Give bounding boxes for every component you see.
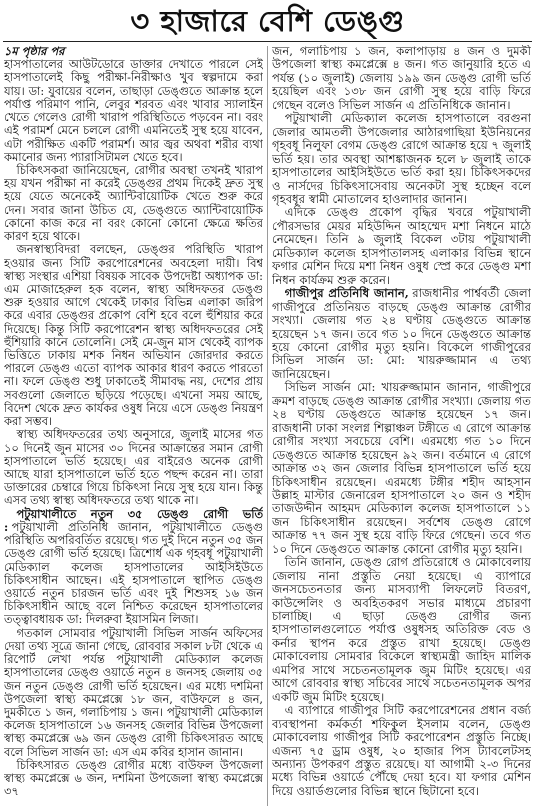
paragraph: জন, গলাচিপায় ১ জন, কলাপাড়ায় ৪ জন ও দুমকী উপজেলা স্বাস্থ্য কমপ্লেক্সে ৪ জন। গত জানুয়ারি হতে এ পর্যন্ত (১০ জুলাই) জেলায় ১৯৯ জন ডেঙ্গু রোগী ভর্তি হয়েছিল এবং ১৩৮ জন রোগী সুস্থ হয়ে বাড়ি ফিরে গেছেন বলেও সিভিল সার্জন এ প্রতিনিধিকে জানান। bbox=[272, 45, 531, 112]
paragraph bbox=[4, 508, 263, 627]
paragraph: স্বাস্থ্য অধিদফতরের তথ্য অনুসারে, জুলাই মাসের গত ১০ দিনেই জুন মাসের ৩০ দিনের আক্রান্তের সমান রোগী হাসপাতালে ভর্তি হয়েছে। এর বাইরেও অনেক রোগী আছে যারা হাসপাতালে ভর্তি হতে পছন্দ করেন না। তারা ডাক্তারের চেম্বারে গিয়ে চিকিৎসা নিয়ে সুস্থ হয়ে যান। কিন্তু এসব তথ্য স্বাস্থ্য অধিদফতরে তথ্য থাকে না। bbox=[4, 427, 263, 508]
paragraph: গতকাল সোমবার পটুয়াখালী সিভিল সার্জন অফিসের দেয়া তথ্য সূত্রে জানা গেছে, রোববার সকাল ৮টা থেকে এ রিপোর্ট লেখা পর্যন্ত পটুয়াখালী মেডিক্যাল কলেজ হাসপাতালের ডেঙ্গু ওয়ার্ডে নতুন ৪ জনসহ জেলায় ৩৫ জন নতুন ডেঙ্গু রোগী ভর্তি হয়েছেন। এর মধ্যে দশমিনা উপজেলা স্বাস্থ্য কমপ্লেক্সে ১৮ জন, বাউফলে ৪ জন, দুমকীতে ১ জন, গলাচিপায় ১ জন। পটুয়াখালী মেডিক্যাল কলেজ হাসপাতালে ১৬ জনসহ জেলার বিভিন্ন উপজেলা স্বাস্থ্য কমপ্লেক্সে ৬৯ জন ডেঙ্গু রোগী চিকিৎসারত আছে বলে সিভিল সার্জন ডা: এস এম কবির হাসান জানান। bbox=[4, 625, 263, 759]
paragraph: চিকিৎসকরা জানিয়েছেন, রোগীর অবস্থা তখনই খারাপ হয় যখন পরীক্ষা না করেই ডেঙ্গুর প্রথম দিকেই দ্রুত সুস্থ হয়ে যেতে অনেকেই অ্যান্টিবায়োটিক খেতে শুরু করে দেন। সবার জানা উচিত যে, ডেঙ্গুতে অ্যান্টিবায়োটিক কোনো কাজ করে না বরং কোনো কোনো ক্ষেত্রে ক্ষতির কারণ হয়ে থাকে। bbox=[4, 162, 263, 244]
paragraph: এ ব্যাপারে গাজীপুর সিটি করপোরেশনের প্রধান বর্জ্য ব্যবস্থাপনা কর্মকর্তা শফিকুল ইসলাম বলেন, ডেঙ্গু মোকাবেলায় গাজীপুর সিটি করপোরেশন প্রস্তুতি নিচ্ছে। এজন্য ৭৫ ড্রাম ওষুধ, ২০ হাজার পিস ট্যাবলেটসহ অন্যান্য উপকরণ প্রস্তুত রয়েছে। যা আগামী ২-৩ দিনের মধ্যে বিভিন্ন ওয়ার্ডে পৌঁছে দেয়া হবে। যা ফগার মেশিন দিয়ে ওয়ার্ডগুলোর বিভিন্ন স্থানে ছিটানো হবে। bbox=[272, 703, 531, 798]
paragraph: সিভিল সার্জন মো: খায়রুজ্জামান জানান, গাজীপুরে ক্রমশ বাড়ছে ডেঙ্গু আক্রান্ত রোগীর সংখ্যা। জেলায় গত ২৪ ঘণ্টায় ডেঙ্গুতে আক্রান্ত হয়েছেন ১৭ জন। রাজধানী ঢাকা সংলগ্ন শিল্পাঞ্চল টঙ্গীতে এ রোগে আক্রান্ত রোগীর সংখ্যা সবচেয়ে বেশি। এরমধ্যে গত ১০ দিনে ডেঙ্গুতে আক্রান্ত হয়েছেন ৯২ জন। বর্তমানে এ রোগে আক্রান্ত ৩২ জন জেলার বিভিন্ন হাসপাতালে ভর্তি হয়ে চিকিৎসাধীন রয়েছেন। এরমধ্যে টঙ্গীর শহীদ আহসান উল্লাহ মাস্টার জেনারেল হাসপাতালে ২০ জন ও শহীদ তাজউদ্দীন আহমদ মেডিক্যাল কলেজ হাসপাতালে ১১ জন চিকিৎসাধীন রয়েছেন। সর্বশেষ ডেঙ্গু রোগে আক্রান্ত ৭৭ জন সুস্থ হয়ে বাড়ি ফিরে গেছেন। তবে গত ১০ দিনে ডেঙ্গুতে আক্রান্ত কোনো রোগীর মৃত্যু হয়নি। bbox=[272, 380, 531, 556]
section-subhead: গাজীপুর প্রতিনিধি জানান, bbox=[284, 286, 409, 301]
right-column bbox=[272, 45, 531, 807]
paragraph: চিকিৎসারত ডেঙ্গু রোগীর মধ্যে বাউফল উপজেলা স্বাস্থ্য কমপ্লেক্সে ৬ জন, দশমিনা উপজেলা স্বাস্থ্য কমপ্লেক্সে ৩৭ bbox=[4, 757, 263, 799]
paragraph-text: পটুয়াখালী প্রতিনিধি জানান, পটুয়াখালীতে ডেঙ্গু পরিস্থিতি অপরিবর্তিত রয়েছে। গত দুই দিনে নতুন ৩৫ জন ডেঙ্গু রোগী ভর্তি হয়েছে। ত্রিশোর্ধ এক গৃহবধূ পটুয়াখালী মেডিক্যাল কলেজ হাসপাতালের আইসিইউতে চিকিৎসাধীন আছেন। এই হাসপাতালে স্থাপিত ডেঙ্গু ওয়ার্ডে নতুন চারজন ভর্তি এবং দুই শিশুসহ ১৬ জন চিকিৎসাধীন আছে বলে নিশ্চিত করেছেন হাসপাতালের তত্ত্বাবধায়ক ডা: দিলরুবা ইয়াসমিন লিজা। bbox=[4, 519, 263, 627]
left-column bbox=[4, 45, 263, 807]
paragraph: হাসপাতালের আউটডোরে ডাক্তার দেখাতে পারলে সেই হাসপাতালেই কিছু পরীক্ষা-নিরীক্ষাও খুব স্বল্পদামে করা যায়। ডা: যুবায়ের বলেন, তাছাড়া ডেঙ্গুতে আক্রান্ত হলে পর্যাপ্ত পরিমাণ পানি, লেবুর শরবত এবং খাবার স্যালাইন খেতে গেলেও রোগী খারাপ পরিস্থিতিতে পড়বেন না। বরং এই পরামর্শ মেনে চললে রোগী এমনিতেই সুস্থ হয়ে যাবেন, এটা পরীক্ষিত একটি পরামর্শ। আর জ্বর অথবা শরীর ব্যথা কমানোর জন্য প্যারাসিটামল খেতে হবে। bbox=[4, 57, 263, 164]
section-subhead: পটুয়াখালীতে নতুন ৩৫ ডেঙ্গু রোগী ভর্তি : bbox=[4, 506, 263, 534]
paragraph: পটুয়াখালী মেডিক্যাল কলেজ হাসপাতালে বরগুনা জেলার আমতলী উপজেলার আঠারগাছিয়া ইউনিয়নের গৃহবধূ নিলুফা বেগম ডেঙ্গু রোগে আক্রান্ত হয়ে ৭ জুলাই ভর্তি হয়। তার অবস্থা আশঙ্কাজনক হলে ৮ জুলাই তাকে হাসপাতালের আইসিইউতে ভর্তি করা হয়। চিকিৎসকদের ও নার্সদের চিকিৎসাসেবায় অনেকটা সুস্থ হচ্ছেন বলে গৃহবধূর স্বামী মোতালেব হাওলাদার জানান। bbox=[272, 111, 531, 206]
headline: ৩ হাজারে বেশি ডেঙ্গু bbox=[130, 4, 405, 38]
continuation-label: ১ম পৃষ্ঠার পর bbox=[4, 45, 65, 58]
paragraph bbox=[272, 287, 531, 381]
paragraph: তিনি জানান, ডেঙ্গু রোগ প্রতিরোধে ও মোকাবেলায় জেলায় নানা প্রস্তুতি নেয়া হয়েছে। এ ব্যাপারে জনসচেতনতার জন্য মাসব্যাপী লিফলেট বিতরণ, কাউন্সেলিং ও অবহিতকরণ সভার মাধ্যমে প্রচারণা চালাচ্ছি। এ ছাড়া ডেঙ্গু রোগীর জন্য হাসপাতালগুলোতে পর্যাপ্ত ওষুধসহ অতিরিক্ত বেড ও কর্নার স্থাপন করে প্রস্তুত রাখা হয়েছে। ডেঙ্গু মোকাবেলায় সোমবার বিকেলে স্বাস্থ্যমন্ত্রী জাহিদ মালিক এমপির সাথে সচেতনতামূলক জুম মিটিং হয়েছে। এর আগে রোববার স্বাস্থ্য সচিবের সাথে সচেতনতামূলক অপর একটি জুম মিটিং হয়েছে। bbox=[272, 555, 531, 704]
paragraph-text: রাজধানীর পার্শ্ববর্তী জেলা গাজীপুরে প্রতিনিয়ত বাড়ছে ডেঙ্গু আক্রান্ত রোগীর সংখ্যা। জেলায় গত ২৪ ঘণ্টায় ডেঙ্গুতে আক্রান্ত হয়েছেন ১৭ জন। তবে গত ১০ দিনে ডেঙ্গুতে আক্রান্ত হয়ে কোনো রোগীর মৃত্যু হয়নি। বিকেলে গাজীপুরের সিভিল সার্জন ডা: মো: খায়রুজ্জামান এ তথ্য জানিয়েছেন। bbox=[272, 286, 531, 381]
column-divider bbox=[267, 46, 268, 806]
paragraph: এদিকে ডেঙ্গু প্রকোপ বৃদ্ধির খবরে পটুয়াখালী পৌরসভার মেয়র মহিউদ্দিন আহম্মেদ মশা নিধনে মাঠে নেমেছেন। তিনি ৯ জুলাই বিকেল ৩টায় পটুয়াখালী মেডিক্যাল কলেজ হাসপাতালসহ এলাকার বিভিন্ন স্থানে ফগার মেশিন দিয়ে মশা নিধন ওষুধ স্প্রে করে ডেঙ্গু মশা নিধন কার্যক্রম শুরু করেন। bbox=[272, 205, 531, 287]
headline-rule bbox=[3, 41, 532, 42]
paragraph: জনস্বাস্থ্যবিদরা বলছেন, ডেঙ্গুর পরিস্থিতি খারাপ হওয়ার জন্য সিটি করপোরেশনের অবহেলা দায়ী। বিশ্ব স্বাস্থ্য সংস্থার এশিয়া বিষয়ক সাবেক উপদেষ্টা অধ্যাপক ডা: এম মোজাহেরুল হক বলেন, স্বাস্থ্য অধিদফতর ডেঙ্গু শুরু হওয়ার আগে থেকেই ঢাকার বিভিন্ন এলাকা জরিপ করে এবার ডেঙ্গুর প্রকোপ বেশি হবে বলে হুঁশিয়ার করে দিয়েছে। কিন্তু সিটি করপোরেশন স্বাস্থ্য অধিদফতরের সেই হুঁশিয়ারি কানে তোলেনি। সেই মে-জুন মাস থেকেই ব্যাপক ভিত্তিতে ঢাকায় মশক নিধন অভিযান জোরদার করতে পারলে ডেঙ্গু এতো ব্যাপক আকার ধারণ করতে পারতো না। ফলে ডেঙ্গু শুধু ঢাকাতেই সীমাবদ্ধ নয়, দেশের প্রায় সবগুলো জেলাতে ছড়িয়ে পড়েছে। এখনো সময় আছে, বিদেশ থেকে দ্রুত কার্যকর ওষুধ নিয়ে এসে ডেঙ্গু নিয়ন্ত্রণ করা সম্ভব। bbox=[4, 242, 263, 429]
